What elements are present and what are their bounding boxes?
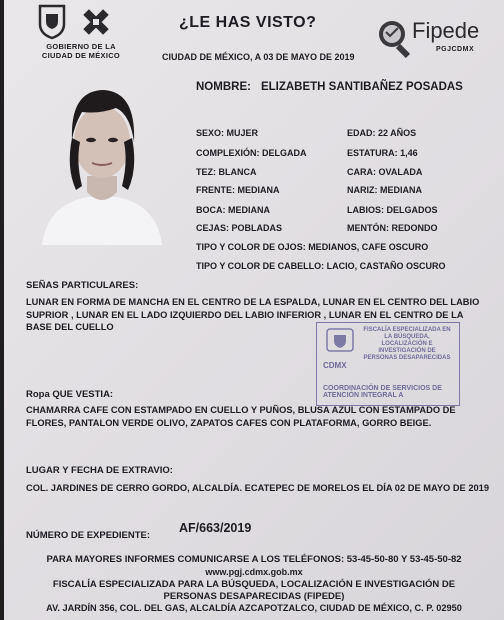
field-complexion: COMPLEXIÓN: DELGADA <box>196 148 307 158</box>
field-nariz: NARIZ: MEDIANA <box>347 185 422 195</box>
footer-fiscalia-2: PERSONAS DESAPARECIDAS (FIPEDE) <box>163 591 345 602</box>
footer-web: www.pgj.cdmx.gob.mx <box>205 567 303 577</box>
field-tez: TEZ: BLANCA <box>196 167 257 177</box>
field-boca: BOCA: MEDIANA <box>196 205 270 215</box>
field-labios: LABIOS: DELGADOS <box>347 205 438 215</box>
expediente-value: AF/663/2019 <box>179 521 252 535</box>
field-ojos: TIPO Y COLOR DE OJOS: MEDIANOS, CAFE OSCURO <box>196 242 429 252</box>
expediente-label: NÚMERO DE EXPEDIENTE: <box>26 530 151 541</box>
poster-date: CIUDAD DE MÉXICO, A 03 DE MAYO DE 2019 <box>162 52 355 62</box>
gov-line-1: GOBIERNO DE LA <box>46 42 116 51</box>
ropa-title: Ropa QUE VESTIA: <box>26 389 114 400</box>
missing-person-poster <box>4 0 504 620</box>
person-photo <box>32 80 172 245</box>
field-sexo: SEXO: MUJER <box>196 128 259 138</box>
fipede-name: Fipede <box>412 18 480 43</box>
shield-icon <box>26 4 136 40</box>
field-cabello: TIPO Y COLOR DE CABELLO: LACIO, CASTAÑO OSCURO <box>196 261 446 271</box>
lugar-title: LUGAR Y FECHA DE EXTRAVIO: <box>26 465 173 476</box>
footer-address: AV. JARDÍN 356, COL. DEL GAS, ALCALDÍA AZCAPOTZALCO, CIUDAD DE MÉXICO, C. P. 02950 <box>46 603 462 613</box>
stamp-text-1: FISCALÍA ESPECIALIZADA EN LA BÚSQUEDA, LOCALIZACIÓN E INVESTIGACIÓN DE PERSONAS DESAPARECIDAS <box>363 327 451 361</box>
footer-phones: PARA MAYORES INFORMES COMUNICARSE A LOS TELÉFONOS: 53-45-50-80 Y 53-45-50-82 <box>46 554 462 565</box>
field-cara: CARA: OVALADA <box>347 167 423 177</box>
name-value: ELIZABETH SANTIBAÑEZ POSADAS <box>260 81 463 93</box>
footer-fiscalia-1: FISCALÍA ESPECIALIZADA PARA LA BÚSQUEDA, LOCALIZACIÓN E INVESTIGACIÓN DE <box>52 579 456 590</box>
name-row <box>196 81 473 93</box>
field-menton: MENTÓN: REDONDO <box>347 223 438 233</box>
magnifier-icon <box>374 18 414 58</box>
field-estatura: ESTATURA: 1,46 <box>347 148 418 158</box>
ropa-text: CHAMARRA CAFE CON ESTAMPADO EN CUELLO Y PUÑOS, BLUSA AZUL CON ESTAMPADO DE FLORES, PANTALON VERDE OLIVO, ZAPATOS CAFES CON PLATAFORMA, GORRO BEIGE. <box>26 405 456 428</box>
name-label: NOMBRE: <box>196 81 251 93</box>
fipede-logo <box>374 16 489 66</box>
stamp-text-2: CDMX <box>323 361 347 370</box>
stamp-text-3: COORDINACIÓN DE SERVICIOS DE ATENCIÓN INTEGRAL A <box>323 385 442 399</box>
field-frente: FRENTE: MEDIANA <box>196 185 280 195</box>
stamp-emblem-icon <box>325 327 355 353</box>
senas-title: SEÑAS PARTICULARES: <box>26 280 139 291</box>
gov-line-2: CIUDAD DE MÉXICO <box>41 51 121 60</box>
field-edad: EDAD: 22 AÑOS <box>347 128 417 138</box>
gobierno-cdmx-logo <box>26 4 136 62</box>
lugar-text: COL. JARDINES DE CERRO GORDO, ALCALDÍA. ECATEPEC DE MORELOS EL DÍA 02 DE MAYO DE 2019 <box>26 483 490 493</box>
poster-title: ¿LE HAS VISTO? <box>179 14 317 31</box>
field-cejas: CEJAS: POBLADAS <box>196 223 283 233</box>
official-stamp <box>316 322 460 406</box>
fipede-sub: PGJCDMX <box>436 46 475 53</box>
senas-text: LUNAR EN FORMA DE MANCHA EN EL CENTRO DE LA ESPALDA, LUNAR EN EL CENTRO DEL LABIO SUPRIOR , LUNAR EN EL LADO IZQUIERDO DEL LABIO INFERIOR , LUNAR EN EL CENTRO DE LA BASE DEL CUELLO <box>26 297 480 332</box>
